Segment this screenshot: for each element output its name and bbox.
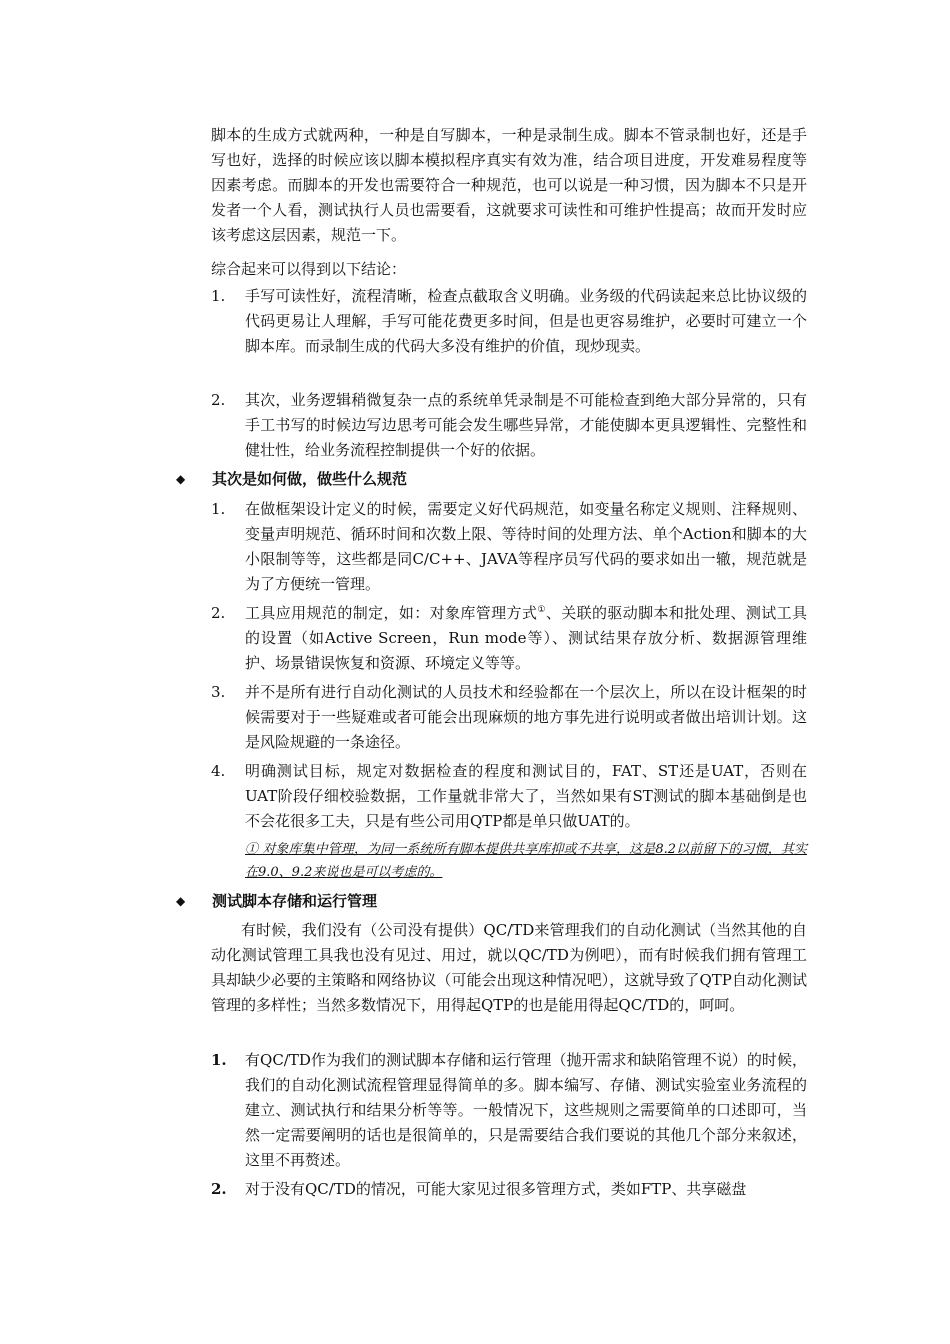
list-text-part: 工具应用规范的制定，如：对象库管理方式 — [245, 604, 538, 622]
conclusion-lead: 综合起来可以得到以下结论： — [211, 260, 407, 278]
list-item — [211, 1048, 807, 1173]
list-item — [211, 497, 807, 597]
list-text: 明确测试目标，规定对数据检查的程度和测试目的，FAT、ST还是UAT，否则在UAT阶段仔细校验数据，工作量就非常大了，当然如果有ST测试的脚本基础倒是也不会花很多工夫，只是有些公司用QTP都是单只做UAT的。 — [245, 762, 807, 830]
list-item — [211, 680, 807, 755]
list-number: 2. — [211, 391, 226, 409]
list-text — [245, 601, 807, 676]
list-number: 2. — [211, 1180, 227, 1198]
list-item — [211, 601, 807, 676]
list-item — [211, 284, 807, 384]
list-text: 对于没有QC/TD的情况，可能大家见过很多管理方式，类如FTP、共享磁盘 — [245, 1180, 747, 1198]
intro-text: 脚本的生成方式就两种，一种是自写脚本，一种是录制生成。脚本不管录制也好，还是手写也好，选择的时候应该以脚本模拟程序真实有效为准，结合项目进度，开发难易程度等因素考虑。而脚本的开发也需要符合一种规范，也可以说是一种习惯，因为脚本不只是开发者一个人看，测试执行人员也需要看，这就要求可读性和可维护性提高；故而开发时应该考虑这层因素，规范一下。 — [211, 126, 807, 244]
list-number: 1. — [211, 1051, 227, 1069]
diamond-bullet-icon: ◆ — [176, 894, 186, 908]
list-item — [211, 759, 807, 834]
section-title: 测试脚本存储和运行管理 — [212, 892, 378, 910]
section-heading-storage — [176, 889, 806, 914]
section-title: 其次是如何做，做些什么规范 — [212, 470, 408, 488]
footnote-mark: ① — [537, 605, 546, 615]
diamond-bullet-icon: ◆ — [176, 472, 186, 486]
section-heading-norms — [176, 467, 806, 492]
intro-paragraph — [211, 123, 807, 248]
list-number: 1. — [211, 500, 226, 518]
list-number: 1. — [211, 287, 226, 305]
list-item — [211, 388, 807, 463]
list-text: 有QC/TD作为我们的测试脚本存储和运行管理（抛开需求和缺陷管理不说）的时候，我们的自动化测试流程管理显得简单的多。脚本编写、存储、测试实验室业务流程的建立、测试执行和结果分析等等。一般情况下，这些规则之需要简单的口述即可，当然一定需要阐明的话也是很简单的，只是需要结合我们要说的其他几个部分来叙述，这里不再赘述。 — [245, 1051, 807, 1169]
list-text: 手写可读性好，流程清晰，检查点截取含义明确。业务级的代码读起来总比协议级的代码更易让人理解，手写可能花费更多时间，但是也更容易维护，必要时可建立一个脚本库。而录制生成的代码大多没有维护的价值，现炒现卖。 — [245, 287, 807, 355]
list-text: 在做框架设计定义的时候，需要定义好代码规范，如变量名称定义规则、注释规则、变量声明规范、循环时间和次数上限、等待时间的处理方法、单个Action和脚本的大小限制等等，这些都是同C/C++、JAVA等程序员写代码的要求如出一辙，规范就是为了方便统一管理。 — [245, 500, 807, 593]
list-number: 2. — [211, 604, 226, 622]
list-text: 并不是所有进行自动化测试的人员技术和经验都在一个层次上，所以在设计框架的时候需要对于一些疑难或者可能会出现麻烦的地方事先进行说明或者做出培训计划。这是风险规避的一条途径。 — [245, 683, 807, 751]
list-number: 4. — [211, 762, 226, 780]
list-text: 其次，业务逻辑稍微复杂一点的系统单凭录制是不可能检查到绝大部分异常的，只有手工书写的时候边写边思考可能会发生哪些异常，才能使脚本更具逻辑性、完整性和健壮性，给业务流程控制提供一个好的依据。 — [245, 391, 807, 459]
footnote: ① 对象库集中管理，为同一系统所有脚本提供共享库抑或不共享，这是8.2以前留下的习惯，其实在9.0、9.2来说也是可以考虑的。 — [245, 842, 807, 880]
list-number: 3. — [211, 683, 226, 701]
list-item — [211, 1177, 807, 1202]
list-text-part: 、关联的驱动脚本和批处理、测试工具的设置（如Active Screen，Run mode等）、测试结果存放分析、数据源管理维护、场景错误恢复和资源、环境定义等等。 — [245, 604, 807, 672]
section3-paragraph: 有时候，我们没有（公司没有提供）QC/TD来管理我们的自动化测试（当然其他的自动化测试管理工具我也没有见过、用过，就以QC/TD为例吧），而有时候我们拥有管理工具却缺少必要的主策略和网络协议（可能会出现这种情况吧），这就导致了QTP自动化测试管理的多样性；当然多数情况下，用得起QTP的也是能用得起QC/TD的，呵呵。 — [211, 921, 807, 1014]
